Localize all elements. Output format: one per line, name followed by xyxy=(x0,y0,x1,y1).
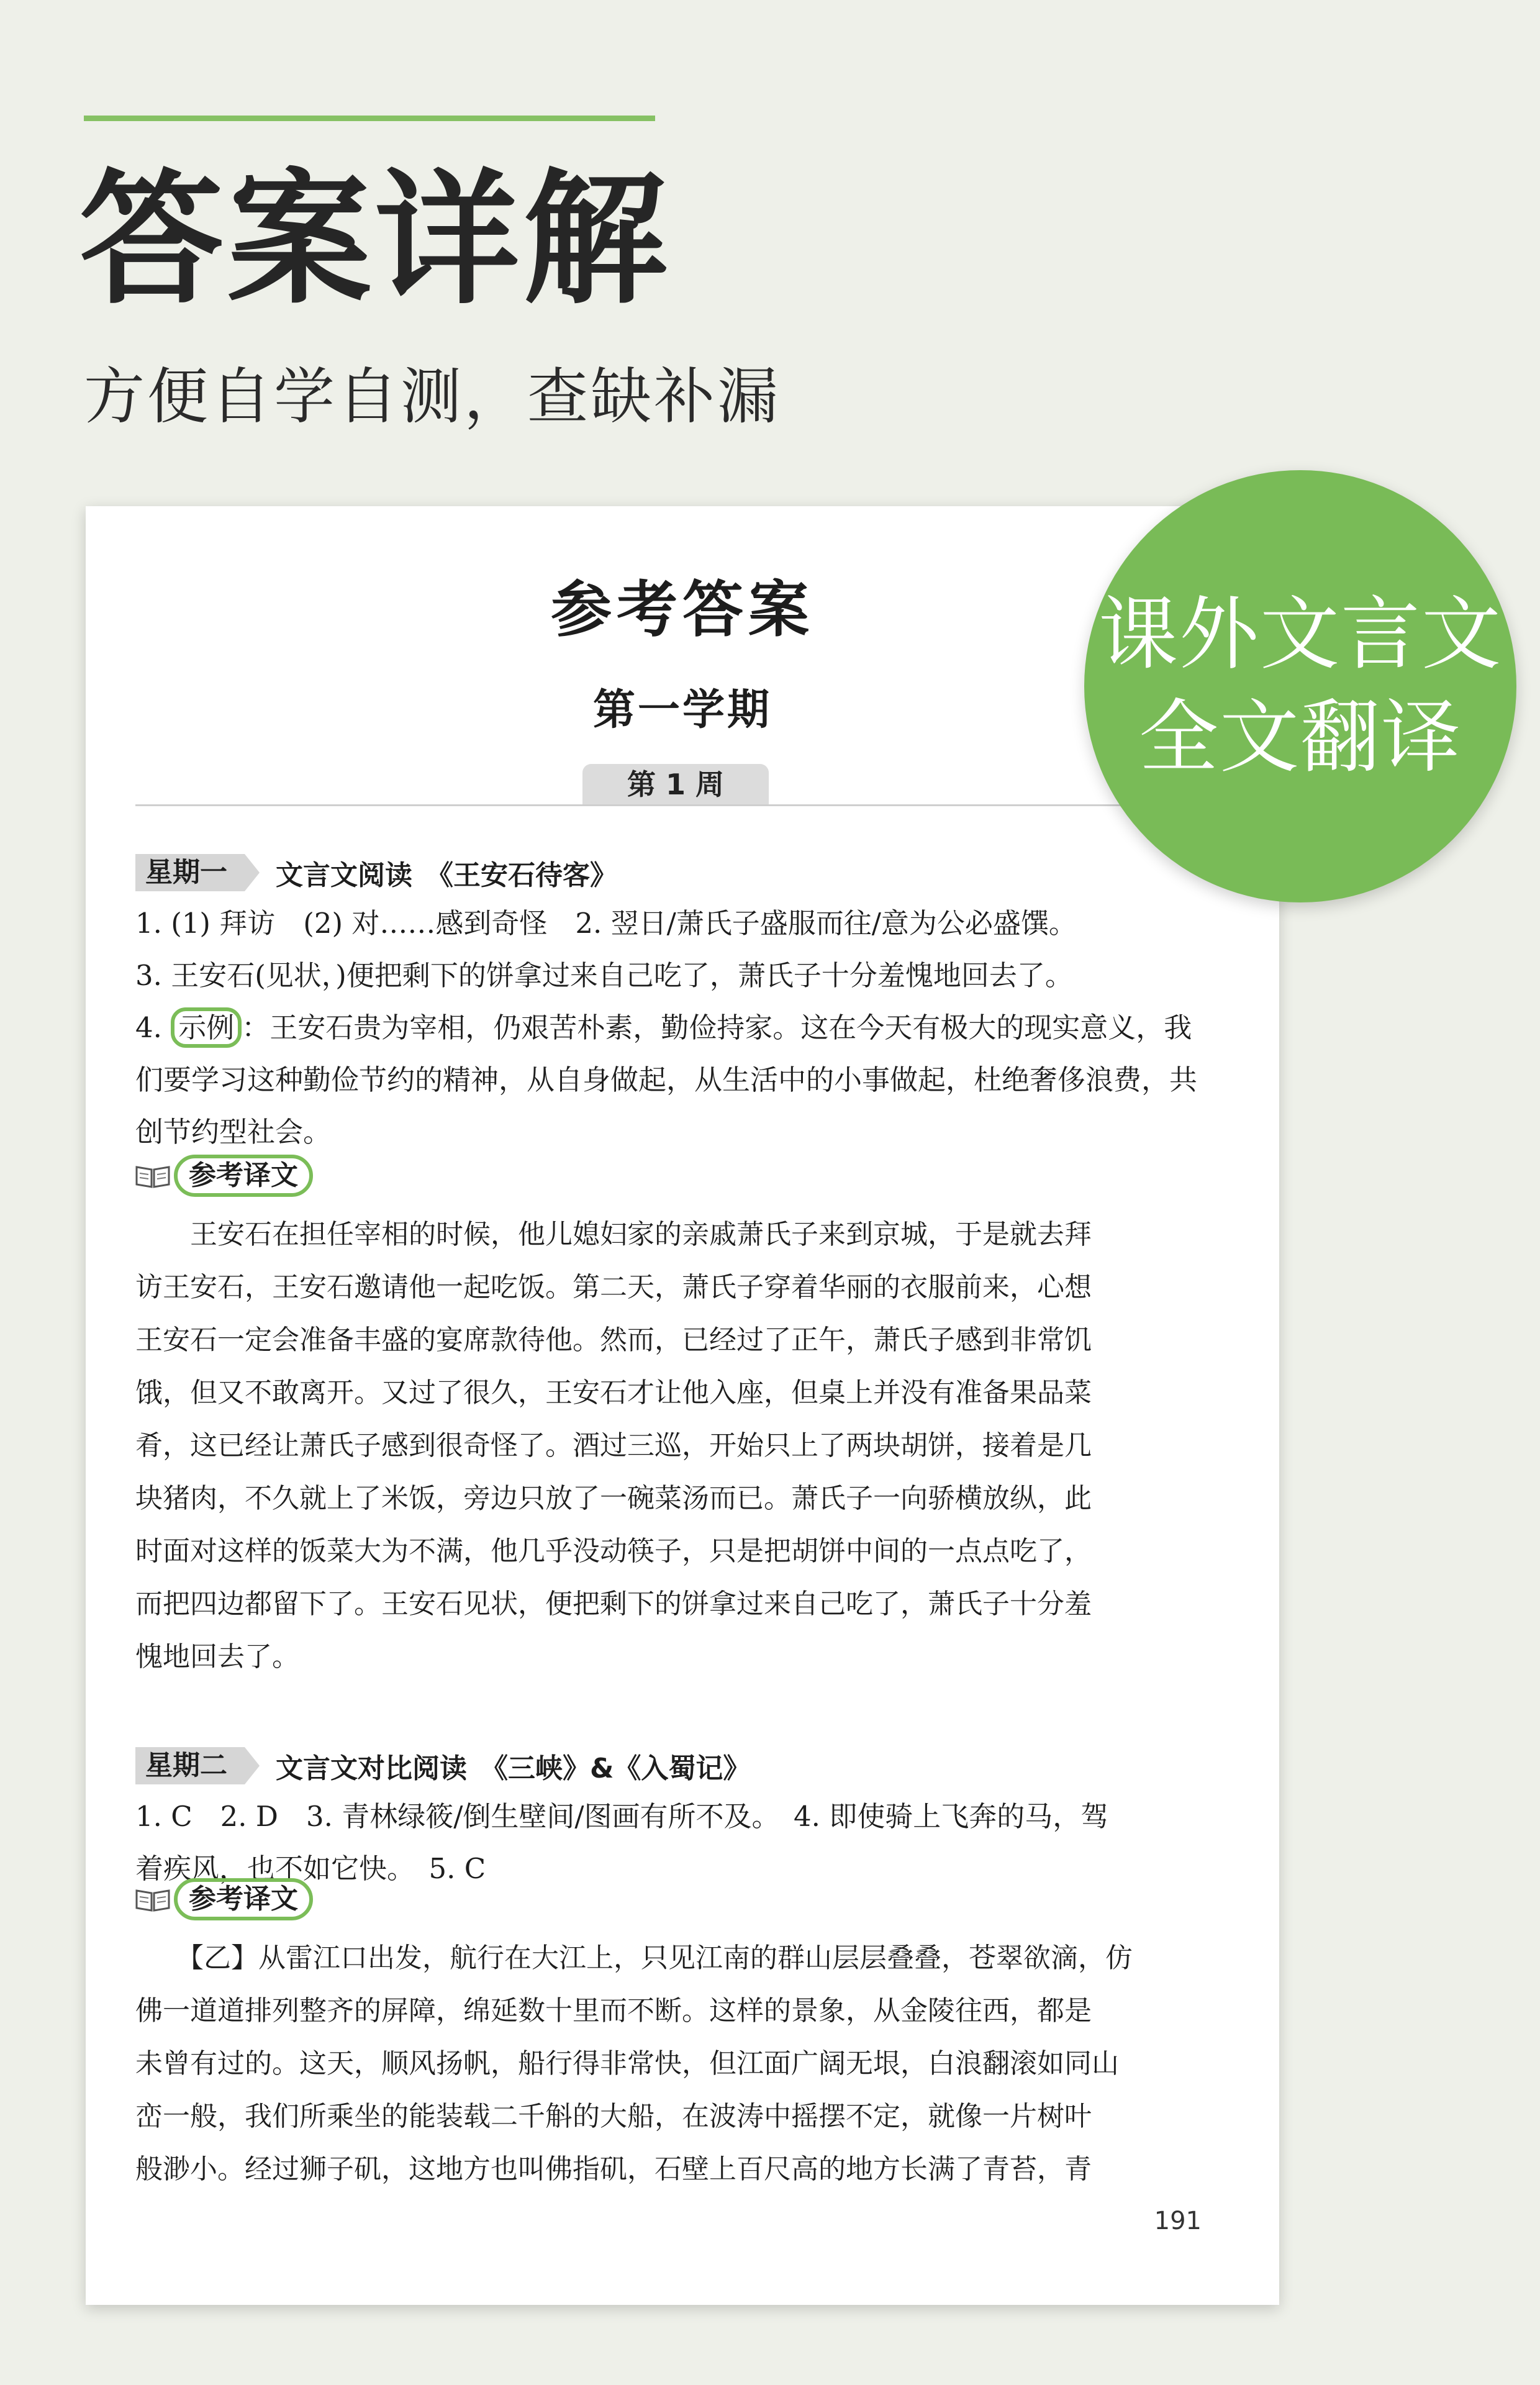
badge-line-2: 全文翻译 xyxy=(1138,691,1462,784)
answer-line: 着疾风，也不如它快。 5. C xyxy=(135,1852,486,1885)
translation-label-monday xyxy=(134,1155,313,1196)
answer-line: 1. (1) 拜访 (2) 对……感到奇怪 2. 翌日/萧氏子盛服而往/意为公必盛馔。 xyxy=(135,907,1077,940)
week-divider xyxy=(135,804,1241,806)
translation-line: 时面对这样的饭菜大为不满，他几乎没动筷子，只是把胡饼中间的一点点吃了， xyxy=(135,1535,1092,1567)
translation-line: 峦一般，我们所乘坐的能装载二千斛的大船，在波涛中摇摆不定，就像一片树叶 xyxy=(135,2101,1092,2132)
translation-monday xyxy=(135,1208,1234,1683)
answer-line: 3. 王安石(见状，)便把剩下的饼拿过来自己吃了，萧氏子十分羞愧地回去了。 xyxy=(135,959,1073,992)
section-title: 文言文阅读 《王安石待客》 xyxy=(276,860,617,891)
section-header-monday xyxy=(135,854,617,891)
answer-line: 创节约型社会。 xyxy=(135,1115,332,1148)
translation-line: 访王安石，王安石邀请他一起吃饭。第二天，萧氏子穿着华丽的衣服前来，心想 xyxy=(135,1271,1092,1303)
translation-line: 肴，这已经让萧氏子感到很奇怪了。酒过三巡，开始只上了两块胡饼，接着是几 xyxy=(135,1430,1092,1461)
translation-line: 而把四边都留下了。王安石见状，便把剩下的饼拿过来自己吃了，萧氏子十分羞 xyxy=(135,1588,1092,1620)
answer-number: 4. xyxy=(135,1011,171,1044)
example-tag: 示例 xyxy=(171,1007,242,1048)
hero-subtitle: 方便自学自测，查缺补漏 xyxy=(84,361,781,432)
translation-line: 王安石在担任宰相的时候，他儿媳妇家的亲戚萧氏子来到京城，于是就去拜 xyxy=(135,1219,1092,1250)
translation-line: 未曾有过的。这天，顺风扬帆，船行得非常快，但江面广阔无垠，白浪翻滚如同山 xyxy=(135,2048,1119,2079)
day-tag: 星期一 xyxy=(135,854,245,891)
translation-tuesday xyxy=(135,1932,1234,2196)
answer-page xyxy=(86,506,1279,2305)
translation-line: 般渺小。经过狮子矶，这地方也叫佛指矶，石壁上百尺高的地方长满了青苔，青 xyxy=(135,2153,1092,2185)
translation-label: 参考译文 xyxy=(174,1878,313,1920)
term-title: 第一学期 xyxy=(592,686,772,735)
answer-text: ：王安石贵为宰相，仍艰苦朴素，勤俭持家。这在今天有极大的现实意义，我 xyxy=(242,1011,1192,1044)
page-number: 191 xyxy=(1154,2207,1202,2235)
book-icon xyxy=(134,1162,171,1189)
answers-monday xyxy=(135,897,1225,1158)
translation-line: 【乙】从雷江口出发，航行在大江上，只见江南的群山层层叠叠，苍翠欲滴，仿 xyxy=(135,1942,1133,1974)
translation-line: 愧地回去了。 xyxy=(135,1641,299,1673)
answer-line: 们要学习这种勤俭节约的精神，从自身做起，从生活中的小事做起，杜绝奢侈浪费，共 xyxy=(135,1063,1198,1096)
translation-line: 块猪肉，不久就上了米饭，旁边只放了一碗菜汤而已。萧氏子一向骄横放纵，此 xyxy=(135,1483,1092,1514)
section-header-tuesday xyxy=(135,1747,750,1784)
section-title: 文言文对比阅读 《三峡》&《入蜀记》 xyxy=(276,1753,751,1784)
top-accent-rule xyxy=(84,116,655,121)
hero-title: 答案详解 xyxy=(79,156,671,324)
feature-badge xyxy=(1084,470,1516,902)
answer-line: 1. C 2. D 3. 青林绿筱/倒生壁间/图画有所不及。 4. 即使骑上飞奔的马，驾 xyxy=(135,1800,1109,1833)
translation-label-tuesday xyxy=(134,1879,313,1920)
answer-line xyxy=(135,1002,1225,1054)
book-icon xyxy=(134,1886,171,1913)
translation-line: 饿，但又不敢离开。又过了很久，王安石才让他入座，但桌上并没有准备果品菜 xyxy=(135,1377,1092,1409)
day-tag: 星期二 xyxy=(135,1747,245,1784)
badge-line-1: 课外文言文 xyxy=(1098,588,1502,681)
translation-line: 佛一道道排列整齐的屏障，绵延数十里而不断。这样的景象，从金陵往西，都是 xyxy=(135,1995,1092,2027)
translation-line: 王安石一定会准备丰盛的宴席款待他。然而，已经过了正午，萧氏子感到非常饥 xyxy=(135,1324,1092,1356)
page-title: 参考答案 xyxy=(550,575,814,645)
week-tab: 第 1 周 xyxy=(582,764,769,805)
translation-label: 参考译文 xyxy=(174,1155,313,1197)
